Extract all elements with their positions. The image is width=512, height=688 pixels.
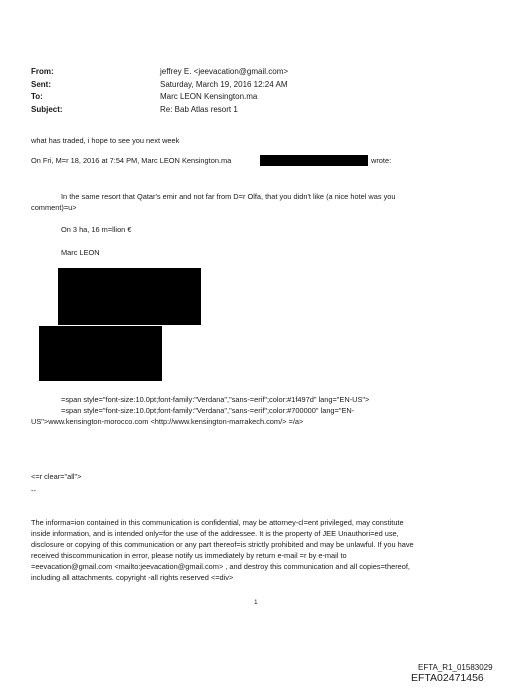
disclaimer-line-3: disclosure or copying of this communication or any part thereof=is strictly prohibited and may be unlawful. If you have xyxy=(31,540,414,549)
page-number: 1 xyxy=(254,599,258,606)
redaction-block-large xyxy=(58,268,201,325)
disclaimer-line-2: inside information, and is intended only=for the use of the addressee. It is the property of JEE Unauthori=ed use, xyxy=(31,529,399,538)
signature-separator: -- xyxy=(31,486,36,495)
reply-text: what has traded, i hope to see you next week xyxy=(31,136,180,145)
quoted-paragraph-line-2: comment)=u> xyxy=(31,203,77,212)
header-sent-row xyxy=(31,79,288,92)
sent-value: Saturday, March 19, 2016 12:24 AM xyxy=(160,79,288,89)
quoted-land-size: On 3 ha, 16 m=llion € xyxy=(61,225,132,234)
header-from-row xyxy=(31,66,288,79)
html-code-line-2: =span style="font-size:10.0pt;font-family:"Verdana","sans-=erif";color:#700000" lang="EN- xyxy=(61,406,355,415)
from-value: jeffrey E. <jeevacation@gmail.com> xyxy=(160,67,289,76)
header-to-row xyxy=(31,91,288,104)
quote-intro: On Fri, M=r 18, 2016 at 7:54 PM, Marc LEON Kensington.ma xyxy=(31,156,232,165)
html-code-line-3: US">www.kensington-morocco.com <http://www.kensington-marrakech.com/> =/a> xyxy=(31,417,304,426)
disclaimer-line-1: The informa=ion contained in this communication is confidential, may be attorney-cl=ent privileged, may constitute xyxy=(31,518,404,527)
document-id-small: EFTA_R1_01583029 xyxy=(418,663,493,672)
quoted-signature: Marc LEON xyxy=(61,248,100,257)
quoted-paragraph-line-1: In the same resort that Qatar's emir and not far from D=r Olfa, that you didn't like (a nice hotel was you xyxy=(61,192,396,201)
html-clear-tag: <=r clear="all"> xyxy=(31,472,82,481)
to-label: To: xyxy=(31,92,43,101)
subject-label: Subject: xyxy=(31,104,63,114)
from-label: From: xyxy=(31,67,54,76)
sent-label: Sent: xyxy=(31,79,51,89)
redaction-block xyxy=(260,155,368,166)
redaction-block-large-2 xyxy=(39,326,162,381)
html-code-line-1: =span style="font-size:10.0pt;font-family:"Verdana","sans-=erif";color:#1f497d" lang="EN-US"> xyxy=(61,395,370,404)
header-subject-row xyxy=(31,104,288,117)
email-header xyxy=(31,66,288,116)
quote-wrote: wrote: xyxy=(371,156,392,165)
document-id-large: EFTA02471456 xyxy=(411,672,484,684)
subject-value: Re: Bab Atlas resort 1 xyxy=(160,104,238,114)
disclaimer-line-4: received thiscommunication in error, please notify us immediately by return e-mail =r by e-mail to xyxy=(31,551,347,560)
to-value: Marc LEON Kensington.ma xyxy=(160,92,258,101)
disclaimer-line-6: including all attachments. copyright -all rights reserved <=div> xyxy=(31,573,234,582)
disclaimer-line-5: =eevacation@gmail.com <mailto:jeevacation@gmail.com> , and destroy this communication and all copies=thereof, xyxy=(31,562,410,571)
